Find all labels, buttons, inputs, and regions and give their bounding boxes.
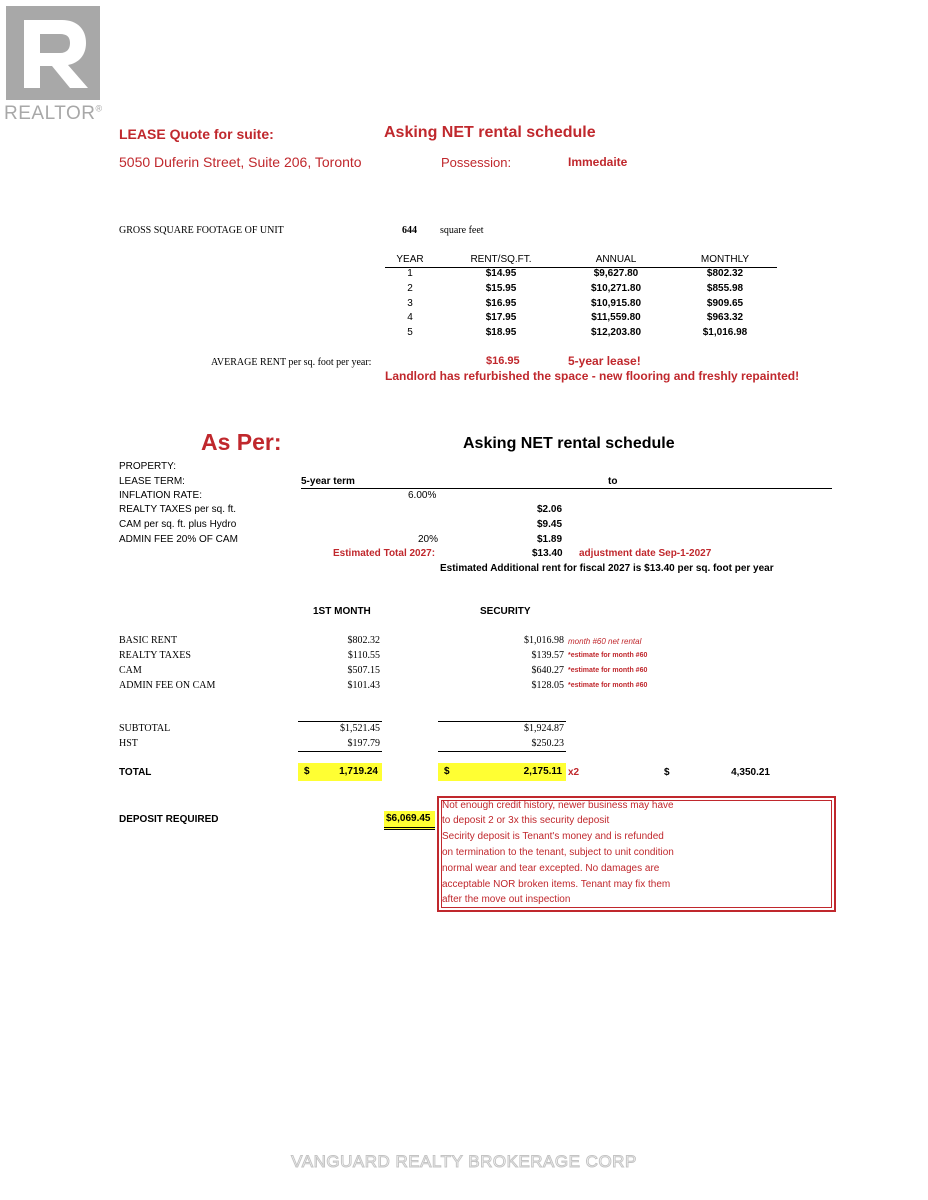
lease-term-rule <box>301 488 832 489</box>
inflation-value: 6.00% <box>408 490 437 501</box>
lease-term-label: LEASE TERM: <box>119 476 185 487</box>
schedule-header-row <box>385 254 777 268</box>
lease-quote-label: LEASE Quote for suite: <box>119 126 274 142</box>
rent-cell: $17.95 <box>485 312 517 323</box>
annual-cell: $12,203.80 <box>590 327 642 338</box>
schedule-title: Asking NET rental schedule <box>384 124 596 141</box>
admin-label: ADMIN FEE 20% OF CAM <box>119 534 238 545</box>
possession-label: Possession: <box>441 155 512 170</box>
subtotal-security: $1,924.87 <box>524 723 564 734</box>
property-label: PROPERTY: <box>119 461 177 472</box>
rent-cell: $18.95 <box>485 327 517 338</box>
lease-term-value: 5-year term <box>301 476 355 487</box>
annual-cell: $11,559.80 <box>591 312 641 323</box>
admin-pct: 20% <box>418 534 439 545</box>
realtor-wordmark: REALTOR® <box>4 103 103 124</box>
deposit-note-line: Not enough credit history, newer business may have <box>442 800 674 811</box>
basic-rent-security: $1,016.98 <box>524 635 564 646</box>
taxes-label: REALTY TAXES per sq. ft. <box>119 504 237 515</box>
table-row <box>385 298 777 312</box>
header-annual: ANNUAL <box>595 254 637 265</box>
monthly-cell: $909.65 <box>706 298 744 309</box>
brokerage-watermark: VANGUARD REALTY BROKERAGE CORP <box>291 1152 637 1171</box>
basic-rent-first: $802.32 <box>347 635 380 646</box>
deposit-note-line: acceptable NOR broken items. Tenant may fix them <box>442 879 671 890</box>
deposit-label: DEPOSIT REQUIRED <box>119 814 219 825</box>
hst-rule-first <box>298 751 382 752</box>
admin-value: $1.89 <box>537 534 563 545</box>
deposit-note-line: on termination to the tenant, subject to unit condition <box>442 847 674 858</box>
year-cell: 1 <box>407 268 413 279</box>
hst-first: $197.79 <box>347 738 380 749</box>
admin-fee-first: $101.43 <box>347 680 380 691</box>
realty-taxes-label: REALTY TAXES <box>119 650 191 661</box>
first-month-header: 1ST MONTH <box>313 606 371 617</box>
deposit-note-line: to deposit 2 or 3x this security deposit <box>442 815 610 826</box>
cam-label: CAM per sq. ft. plus Hydro <box>119 519 237 530</box>
address: 5050 Duferin Street, Suite 206, Toronto <box>119 154 362 170</box>
table-row <box>385 268 777 282</box>
grand-total-currency: $ <box>664 767 670 778</box>
table-row <box>385 283 777 297</box>
rent-cell: $15.95 <box>485 283 517 294</box>
monthly-cell: $802.32 <box>706 268 744 279</box>
section-schedule-title: Asking NET rental schedule <box>463 435 675 452</box>
cam-value: $9.45 <box>537 519 563 530</box>
header-rent: RENT/SQ.FT. <box>470 254 532 265</box>
monthly-cell: $1,016.98 <box>702 327 748 338</box>
est-total-value: $13.40 <box>532 548 563 559</box>
total-label: TOTAL <box>119 767 152 778</box>
subtotal-first: $1,521.45 <box>340 723 380 734</box>
cam-row-security: $640.27 <box>531 665 564 676</box>
subtotal-rule-first <box>298 721 382 722</box>
security-multiplier: x2 <box>568 767 580 778</box>
table-row <box>385 312 777 326</box>
to-label: to <box>608 476 618 487</box>
total-first-highlight <box>298 763 382 781</box>
total-security-highlight <box>438 763 566 781</box>
admin-fee-label: ADMIN FEE ON CAM <box>119 680 216 691</box>
cam-row-note: *estimate for month #60 <box>568 667 648 674</box>
deposit-note-line: Secirity deposit is Tenant's money and is refunded <box>442 831 664 842</box>
hst-label: HST <box>119 738 138 749</box>
total-security-currency: $ <box>444 766 450 777</box>
rent-cell: $14.95 <box>485 268 517 279</box>
footage-unit: square feet <box>440 225 484 236</box>
year-cell: 2 <box>407 283 413 294</box>
taxes-value: $2.06 <box>537 504 563 515</box>
deposit-notes-box <box>437 796 836 912</box>
realty-taxes-first: $110.55 <box>347 650 380 661</box>
adjustment-date: adjustment date Sep-1-2027 <box>579 548 712 559</box>
monthly-cell: $963.32 <box>706 312 744 323</box>
refurb-note: Landlord has refurbished the space - new flooring and freshly repainted! <box>385 369 800 383</box>
year-cell: 5 <box>407 327 413 338</box>
as-per-heading: As Per: <box>201 429 282 455</box>
footage-value: 644 <box>402 225 417 236</box>
deposit-value-box <box>384 811 435 830</box>
inflation-label: INFLATION RATE: <box>119 490 202 501</box>
possession-value: Immedaite <box>568 155 628 169</box>
header-monthly: MONTHLY <box>700 254 750 265</box>
cam-row-label: CAM <box>119 665 142 676</box>
rent-cell: $16.95 <box>485 298 517 309</box>
cam-row-first: $507.15 <box>347 665 380 676</box>
total-security-value: 2,175.11 <box>523 766 562 777</box>
realty-taxes-security: $139.57 <box>531 650 564 661</box>
realtor-r-icon <box>6 6 100 100</box>
deposit-note-line: after the move out inspection <box>442 894 571 905</box>
monthly-cell: $855.98 <box>706 283 744 294</box>
lease-note: 5-year lease! <box>568 354 641 368</box>
annual-cell: $10,915.80 <box>590 298 642 309</box>
grand-total-value: 4,350.21 <box>731 767 770 778</box>
header-year: YEAR <box>396 254 424 265</box>
subtotal-label: SUBTOTAL <box>119 723 171 734</box>
year-cell: 3 <box>407 298 413 309</box>
footage-label: GROSS SQUARE FOOTAGE OF UNIT <box>119 225 284 236</box>
basic-rent-note: month #60 net rental <box>568 637 642 646</box>
total-first-currency: $ <box>304 766 310 777</box>
est-total-label: Estimated Total 2027: <box>333 548 436 559</box>
year-cell: 4 <box>407 312 413 323</box>
annual-cell: $10,271.80 <box>590 283 642 294</box>
realty-taxes-note: *estimate for month #60 <box>568 652 648 659</box>
annual-cell: $9,627.80 <box>593 268 639 279</box>
average-rent-value: $16.95 <box>486 355 520 367</box>
security-header: SECURITY <box>480 606 531 617</box>
basic-rent-label: BASIC RENT <box>119 635 178 646</box>
deposit-value: $6,069.45 <box>386 813 431 824</box>
realtor-logo <box>6 6 100 100</box>
estimated-additional-note: Estimated Additional rent for fiscal 2027 is $13.40 per sq. foot per year <box>440 563 774 574</box>
deposit-note-line: normal wear and tear excepted. No damages are <box>442 863 660 874</box>
subtotal-rule-security <box>438 721 566 722</box>
table-row <box>385 327 777 341</box>
hst-rule-security <box>438 751 566 752</box>
admin-fee-note: *estimate for month #60 <box>568 682 648 689</box>
hst-security: $250.23 <box>531 738 564 749</box>
admin-fee-security: $128.05 <box>531 680 564 691</box>
average-rent-label: AVERAGE RENT per sq. foot per year: <box>211 357 372 368</box>
total-first-value: 1,719.24 <box>339 766 378 777</box>
